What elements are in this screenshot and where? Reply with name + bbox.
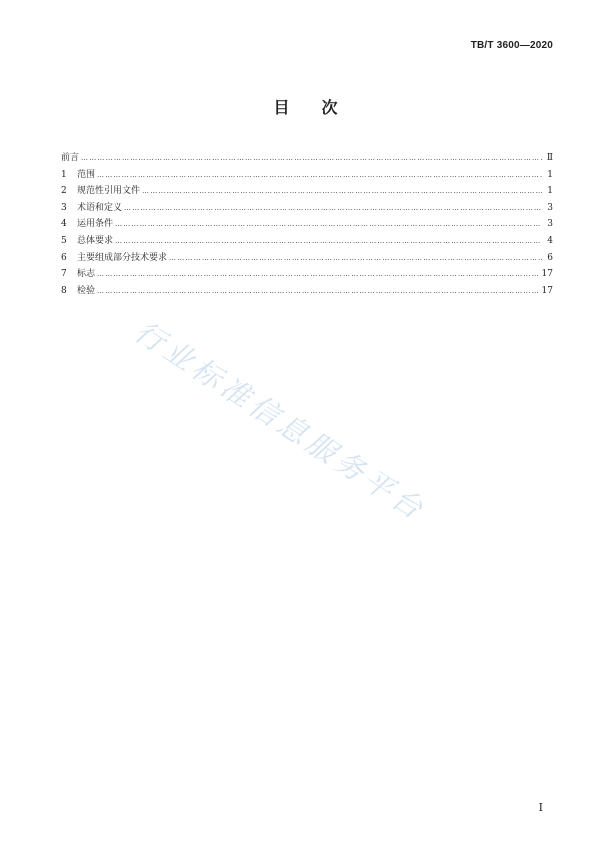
toc-leader-dots	[115, 233, 542, 250]
toc-page-number: 1	[547, 186, 553, 197]
toc-page-number: 3	[547, 219, 553, 230]
toc-page-number: Ⅱ	[546, 153, 553, 163]
page-title: 目 次	[273, 98, 338, 117]
toc-page-number: 1	[547, 169, 553, 180]
toc-entry-foreword[interactable]	[61, 150, 553, 167]
toc-leader-dots	[97, 167, 542, 184]
toc-entry-6[interactable]	[61, 250, 553, 267]
toc-page-number: 6	[547, 252, 553, 263]
toc-leader-dots	[81, 150, 542, 167]
toc-number: 7	[61, 269, 67, 280]
toc-number: 1	[61, 169, 67, 180]
toc-label: 前言	[61, 153, 80, 163]
watermark: 行业标准信息服务平台	[128, 314, 433, 528]
toc-entry-5[interactable]	[61, 233, 553, 250]
toc-leader-dots	[142, 183, 542, 200]
toc-page-number: 4	[547, 235, 553, 246]
toc-leader-dots	[97, 266, 539, 283]
toc-entry-7[interactable]	[61, 266, 553, 283]
toc-number: 2	[61, 186, 67, 197]
toc-number: 5	[61, 235, 67, 246]
toc-label: 规范性引用文件	[77, 186, 141, 197]
toc-page-number: 17	[541, 285, 553, 296]
toc-label: 主要组成部分技术要求	[77, 252, 168, 263]
toc-entry-3[interactable]	[61, 200, 553, 217]
table-of-contents	[61, 150, 553, 299]
toc-leader-dots	[115, 216, 542, 233]
toc-label: 检验	[77, 285, 96, 296]
toc-leader-dots	[124, 200, 542, 217]
toc-entry-8[interactable]	[61, 283, 553, 300]
toc-number: 3	[61, 202, 67, 213]
toc-number: 6	[61, 252, 67, 263]
toc-number: 4	[61, 219, 67, 230]
toc-page-number: 3	[547, 202, 553, 213]
standard-number: TB/T 3600—2020	[470, 40, 553, 51]
toc-label: 运用条件	[77, 219, 114, 230]
toc-label: 范围	[77, 169, 96, 180]
toc-number: 8	[61, 285, 67, 296]
toc-label: 标志	[77, 269, 96, 280]
toc-page-number: 17	[541, 269, 553, 280]
toc-leader-dots	[169, 250, 542, 267]
toc-label: 术语和定义	[77, 202, 123, 213]
toc-entry-1[interactable]	[61, 167, 553, 184]
toc-label: 总体要求	[77, 235, 114, 246]
toc-entry-2[interactable]	[61, 183, 553, 200]
toc-entry-4[interactable]	[61, 216, 553, 233]
page-number: I	[538, 801, 543, 814]
toc-leader-dots	[97, 283, 539, 300]
